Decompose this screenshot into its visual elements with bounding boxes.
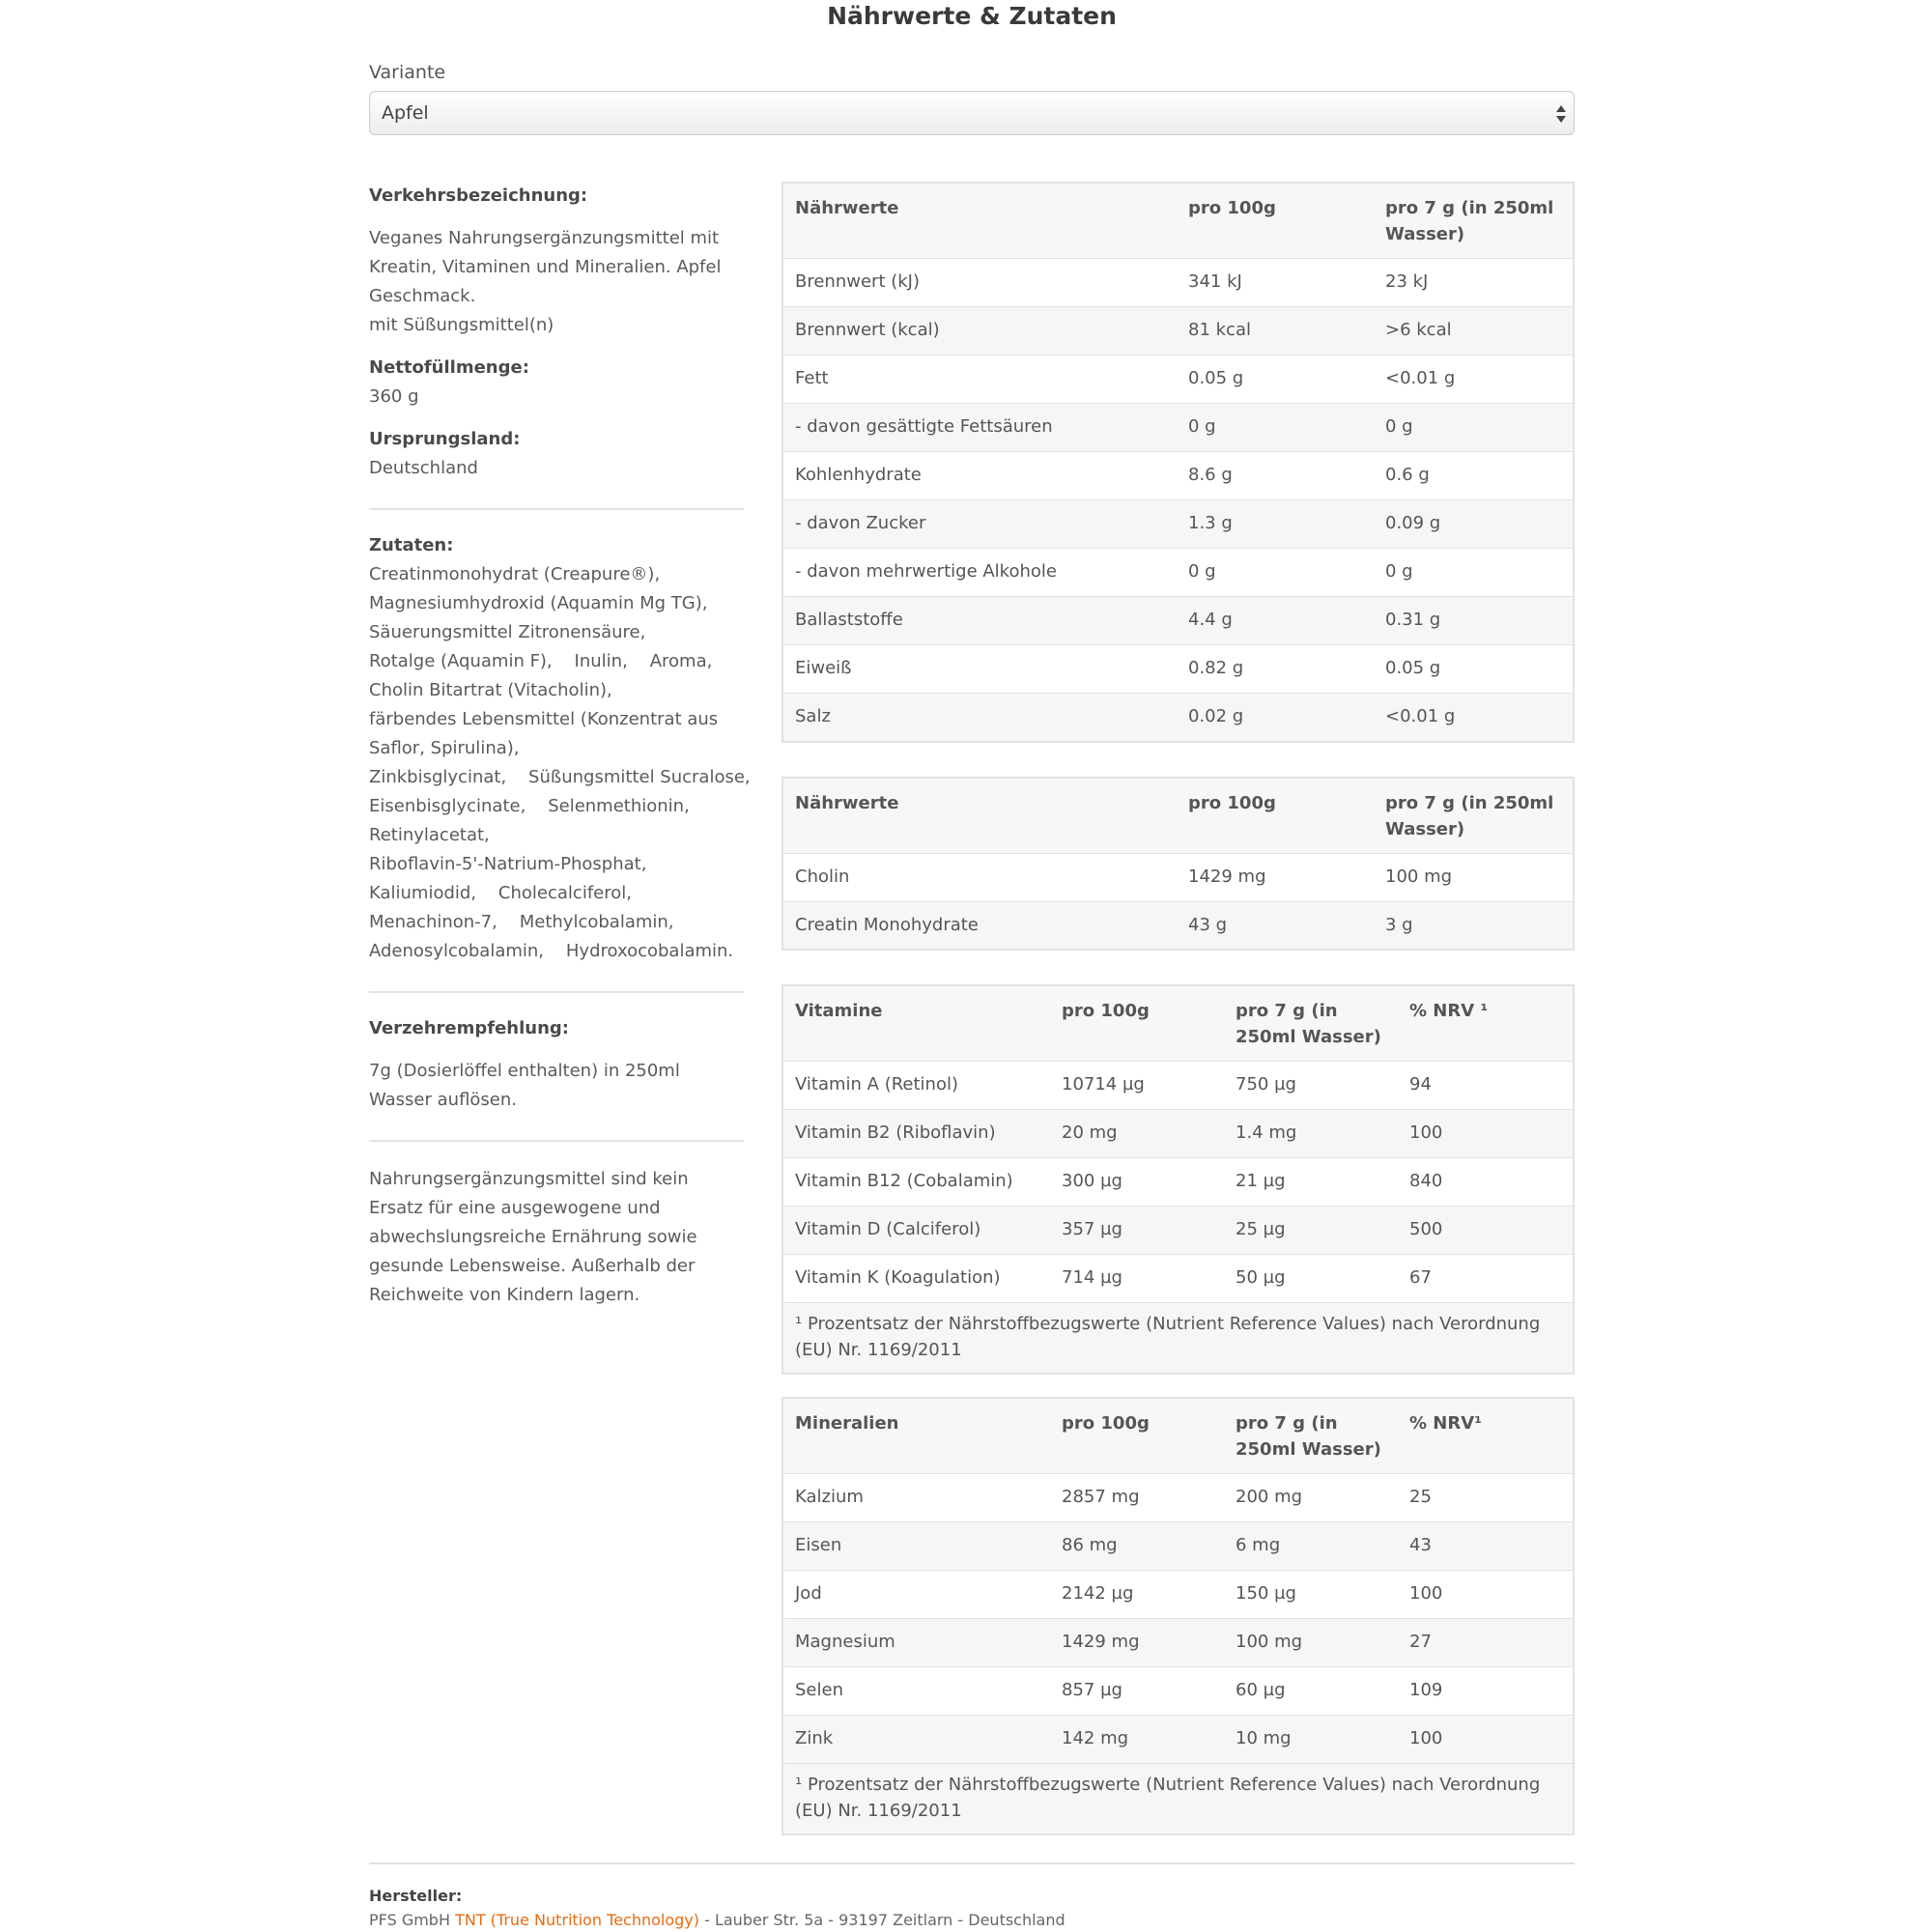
ingredient-line: Rotalge (Aquamin F), Inulin, Aroma, xyxy=(369,651,713,671)
table-cell: 0.02 g xyxy=(1177,694,1374,742)
table-row xyxy=(782,549,1574,597)
net-quantity-value: 360 g xyxy=(369,386,419,407)
column-header: Mineralien xyxy=(782,1398,1050,1474)
origin-value: Deutschland xyxy=(369,458,478,478)
table-cell: Cholin xyxy=(782,853,1177,901)
table-cell: - davon gesättigte Fettsäuren xyxy=(782,404,1177,452)
ingredients-list xyxy=(369,560,751,966)
table-cell: 50 µg xyxy=(1224,1255,1398,1303)
table-cell: Vitamin D (Calciferol) xyxy=(782,1207,1050,1255)
table-cell: 0.31 g xyxy=(1374,597,1574,645)
table-row xyxy=(782,1255,1574,1303)
nutrition-table xyxy=(781,182,1575,743)
table-cell: 840 xyxy=(1398,1158,1574,1207)
table-row xyxy=(782,452,1574,500)
ingredient-line: Kaliumiodid, Cholecalciferol, xyxy=(369,883,632,903)
column-header: pro 100g xyxy=(1050,985,1224,1062)
table-cell: 100 mg xyxy=(1374,853,1574,901)
table-cell: Kalzium xyxy=(782,1474,1050,1522)
table-cell: 1.3 g xyxy=(1177,500,1374,549)
sweetener-note: mit Süßungsmittel(n) xyxy=(369,315,554,335)
manufacturer-address: - Lauber Str. 5a - 93197 Zeitlarn - Deutschland xyxy=(704,1911,1065,1929)
table-cell: 0.09 g xyxy=(1374,500,1574,549)
table-cell: 60 µg xyxy=(1224,1667,1398,1716)
variant-select[interactable] xyxy=(369,91,1575,135)
column-header: % NRV ¹ xyxy=(1398,985,1574,1062)
table-row xyxy=(782,1158,1574,1207)
table-cell: 200 mg xyxy=(1224,1474,1398,1522)
table-cell: Vitamin B12 (Cobalamin) xyxy=(782,1158,1050,1207)
table-cell: Magnesium xyxy=(782,1619,1050,1667)
table-cell: 857 µg xyxy=(1050,1667,1224,1716)
table-cell: Vitamin K (Koagulation) xyxy=(782,1255,1050,1303)
ingredient-line: Zinkbisglycinat, Süßungsmittel Sucralose, xyxy=(369,767,751,787)
net-quantity-label: Nettofüllmenge: xyxy=(369,357,529,378)
column-header: pro 100g xyxy=(1177,778,1374,854)
column-header: pro 7 g (in 250ml Wasser) xyxy=(1374,183,1574,259)
column-header: pro 7 g (in 250ml Wasser) xyxy=(1374,778,1574,854)
table-cell: 23 kJ xyxy=(1374,259,1574,307)
table-cell: 20 mg xyxy=(1050,1110,1224,1158)
table-cell: Eiweiß xyxy=(782,645,1177,694)
table-cell: 3 g xyxy=(1374,901,1574,950)
table-cell: Selen xyxy=(782,1667,1050,1716)
table-cell: 1429 mg xyxy=(1177,853,1374,901)
nutrition-section xyxy=(369,0,1575,1821)
table-cell: 1429 mg xyxy=(1050,1619,1224,1667)
table-cell: 10714 µg xyxy=(1050,1062,1224,1110)
ingredient-line: Cholin Bitartrat (Vitacholin), xyxy=(369,680,612,700)
table-row xyxy=(782,1571,1574,1619)
column-header: Nährwerte xyxy=(782,183,1177,259)
table-cell: <0.01 g xyxy=(1374,694,1574,742)
table-cell: 100 xyxy=(1398,1110,1574,1158)
table-cell: 142 mg xyxy=(1050,1716,1224,1764)
table-cell: Vitamin B2 (Riboflavin) xyxy=(782,1110,1050,1158)
minerals-table xyxy=(781,1397,1575,1835)
table-row xyxy=(782,901,1574,950)
table-cell: Jod xyxy=(782,1571,1050,1619)
other-nutrients-table xyxy=(781,777,1575,952)
table-cell: 25 µg xyxy=(1224,1207,1398,1255)
table-cell: 300 µg xyxy=(1050,1158,1224,1207)
table-cell: <0.01 g xyxy=(1374,355,1574,404)
table-cell: Fett xyxy=(782,355,1177,404)
table-cell: 0.82 g xyxy=(1177,645,1374,694)
footer-divider xyxy=(369,1862,1575,1864)
origin-label: Ursprungsland: xyxy=(369,429,521,449)
table-cell: Vitamin A (Retinol) xyxy=(782,1062,1050,1110)
tables-column xyxy=(781,182,1575,1835)
table-cell: 86 mg xyxy=(1050,1522,1224,1571)
ingredient-line: Säuerungsmittel Zitronensäure, xyxy=(369,622,646,642)
table-row xyxy=(782,355,1574,404)
table-cell: 500 xyxy=(1398,1207,1574,1255)
table-cell: Brennwert (kJ) xyxy=(782,259,1177,307)
table-cell: Eisen xyxy=(782,1522,1050,1571)
ingredient-line: Retinylacetat, xyxy=(369,825,490,845)
table-cell: 750 µg xyxy=(1224,1062,1398,1110)
column-header: pro 7 g (in 250ml Wasser) xyxy=(1224,985,1398,1062)
table-cell: 100 xyxy=(1398,1571,1574,1619)
table-cell: 714 µg xyxy=(1050,1255,1224,1303)
ingredient-line: Eisenbisglycinate, Selenmethionin, xyxy=(369,796,690,816)
ingredient-line: Creatinmonohydrat (Creapure®), xyxy=(369,564,661,584)
table-cell: Brennwert (kcal) xyxy=(782,307,1177,355)
table-cell: 100 xyxy=(1398,1716,1574,1764)
table-cell: Ballaststoffe xyxy=(782,597,1177,645)
table-footnote-row xyxy=(782,1764,1574,1835)
table-row xyxy=(782,404,1574,452)
table-cell: Zink xyxy=(782,1716,1050,1764)
column-header: % NRV¹ xyxy=(1398,1398,1574,1474)
table-cell: 43 g xyxy=(1177,901,1374,950)
table-cell: 0 g xyxy=(1177,404,1374,452)
table-cell: 341 kJ xyxy=(1177,259,1374,307)
product-info xyxy=(369,182,751,1310)
usage-text: 7g (Dosierlöffel enthalten) in 250ml Wasser auflösen. xyxy=(369,1061,680,1110)
manufacturer-brand-link[interactable]: TNT (True Nutrition Technology) xyxy=(455,1911,699,1929)
table-cell: 0 g xyxy=(1374,404,1574,452)
table-header-row xyxy=(782,778,1574,854)
warning-text: Nahrungsergänzungsmittel sind kein Ersatz für eine ausgewogene und abwechslungsreiche Ernährung sowie gesunde Lebensweise. Außerhalb der Reichweite von Kindern lagern. xyxy=(369,1169,697,1305)
table-row xyxy=(782,694,1574,742)
table-row xyxy=(782,307,1574,355)
select-arrows-icon xyxy=(1556,105,1566,123)
manufacturer-line xyxy=(369,1911,1065,1929)
table-row xyxy=(782,1110,1574,1158)
table-cell: 0.05 g xyxy=(1177,355,1374,404)
ingredient-line: Menachinon-7, Methylcobalamin, xyxy=(369,912,674,932)
manufacturer-company: PFS GmbH xyxy=(369,1911,450,1929)
table-cell: 100 mg xyxy=(1224,1619,1398,1667)
table-cell: 0 g xyxy=(1374,549,1574,597)
table-cell: 2857 mg xyxy=(1050,1474,1224,1522)
table-cell: 8.6 g xyxy=(1177,452,1374,500)
table-cell: 27 xyxy=(1398,1619,1574,1667)
table-cell: 0.05 g xyxy=(1374,645,1574,694)
vitamins-table xyxy=(781,984,1575,1375)
table-row xyxy=(782,1522,1574,1571)
table-cell: 150 µg xyxy=(1224,1571,1398,1619)
manufacturer-label: Hersteller: xyxy=(369,1887,463,1905)
table-row xyxy=(782,853,1574,901)
ingredient-line: Riboflavin-5'-Natrium-Phosphat, xyxy=(369,854,647,874)
divider xyxy=(369,508,744,510)
table-header-row xyxy=(782,183,1574,259)
ingredients-label: Zutaten: xyxy=(369,535,454,555)
table-row xyxy=(782,1207,1574,1255)
table-cell: Salz xyxy=(782,694,1177,742)
ingredient-line: Magnesiumhydroxid (Aquamin Mg TG), xyxy=(369,593,708,613)
table-row xyxy=(782,1619,1574,1667)
variant-label: Variante xyxy=(369,62,446,83)
table-cell: 357 µg xyxy=(1050,1207,1224,1255)
table-row xyxy=(782,1716,1574,1764)
variant-selected-value: Apfel xyxy=(382,102,429,124)
table-cell: Kohlenhydrate xyxy=(782,452,1177,500)
divider xyxy=(369,991,744,993)
designation-label: Verkehrsbezeichnung: xyxy=(369,185,588,206)
column-header: Vitamine xyxy=(782,985,1050,1062)
table-cell: 0 g xyxy=(1177,549,1374,597)
table-cell: 94 xyxy=(1398,1062,1574,1110)
column-header: pro 100g xyxy=(1050,1398,1224,1474)
table-cell: 1.4 mg xyxy=(1224,1110,1398,1158)
table-cell: 109 xyxy=(1398,1667,1574,1716)
table-row xyxy=(782,1474,1574,1522)
table-row xyxy=(782,597,1574,645)
designation-text: Veganes Nahrungsergänzungsmittel mit Kreatin, Vitaminen und Mineralien. Apfel Geschmack. xyxy=(369,228,722,306)
table-cell: >6 kcal xyxy=(1374,307,1574,355)
table-cell: 25 xyxy=(1398,1474,1574,1522)
table-row xyxy=(782,1062,1574,1110)
table-row xyxy=(782,259,1574,307)
table-row xyxy=(782,500,1574,549)
table-cell: - davon Zucker xyxy=(782,500,1177,549)
table-header-row xyxy=(782,1398,1574,1474)
table-cell: Creatin Monohydrate xyxy=(782,901,1177,950)
page-title: Nährwerte & Zutaten xyxy=(827,2,1117,30)
table-cell: 21 µg xyxy=(1224,1158,1398,1207)
table-row xyxy=(782,1667,1574,1716)
divider xyxy=(369,1140,744,1142)
table-cell: - davon mehrwertige Alkohole xyxy=(782,549,1177,597)
ingredient-line: färbendes Lebensmittel (Konzentrat aus xyxy=(369,709,719,729)
nrv-footnote: ¹ Prozentsatz der Nährstoffbezugswerte (Nutrient Reference Values) nach Verordnung (EU) Nr. 1169/2011 xyxy=(782,1303,1574,1375)
table-cell: 4.4 g xyxy=(1177,597,1374,645)
table-cell: 0.6 g xyxy=(1374,452,1574,500)
ingredient-line: Saflor, Spirulina), xyxy=(369,738,520,758)
table-row xyxy=(782,645,1574,694)
table-cell: 81 kcal xyxy=(1177,307,1374,355)
column-header: Nährwerte xyxy=(782,778,1177,854)
column-header: pro 7 g (in 250ml Wasser) xyxy=(1224,1398,1398,1474)
ingredient-line: Adenosylcobalamin, Hydroxocobalamin. xyxy=(369,941,734,961)
table-cell: 2142 µg xyxy=(1050,1571,1224,1619)
table-cell: 6 mg xyxy=(1224,1522,1398,1571)
table-header-row xyxy=(782,985,1574,1062)
table-cell: 67 xyxy=(1398,1255,1574,1303)
usage-label: Verzehrempfehlung: xyxy=(369,1018,569,1038)
column-header: pro 100g xyxy=(1177,183,1374,259)
table-cell: 10 mg xyxy=(1224,1716,1398,1764)
nrv-footnote: ¹ Prozentsatz der Nährstoffbezugswerte (Nutrient Reference Values) nach Verordnung (EU) Nr. 1169/2011 xyxy=(782,1764,1574,1835)
table-cell: 43 xyxy=(1398,1522,1574,1571)
table-footnote-row xyxy=(782,1303,1574,1375)
